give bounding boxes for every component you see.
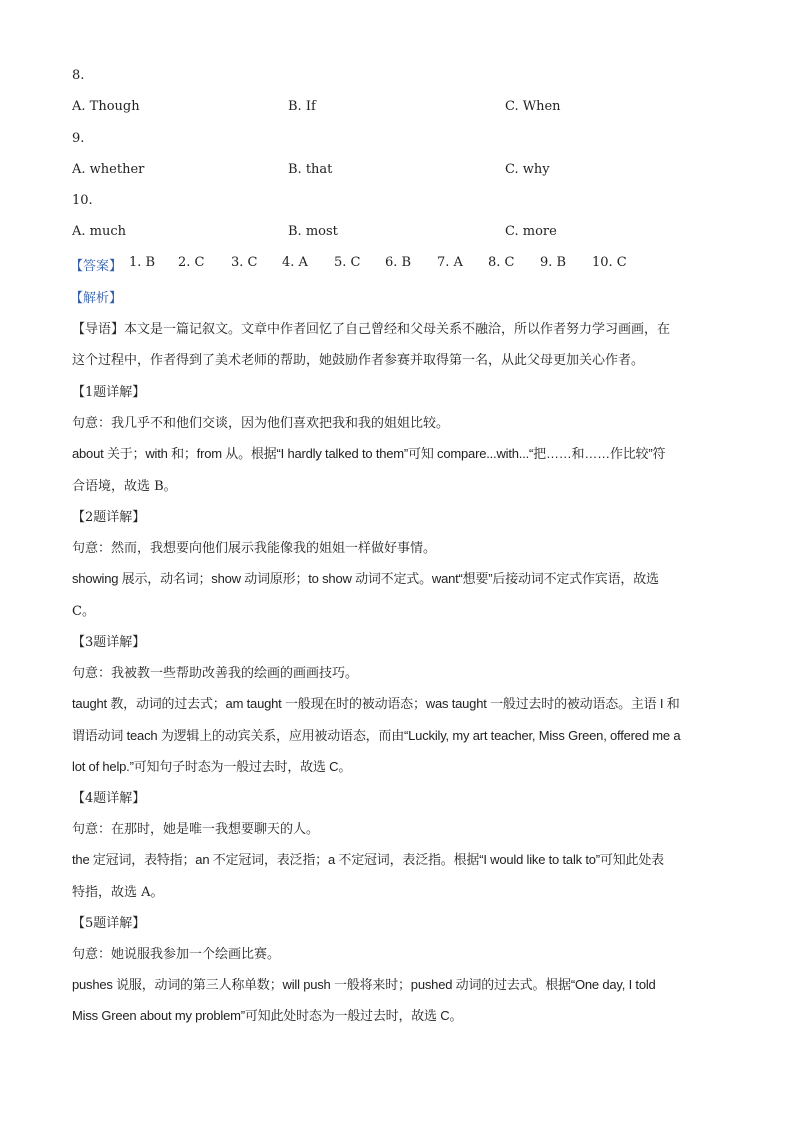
explanation-line: 谓语动词 teach 为逻辑上的动宾关系，应用被动语态，而由“Luckily, my art teacher, Miss Green, offered me a [72,728,681,743]
answer-item: 8. C [488,255,515,270]
detail-heading: 【5题详解】 [72,916,146,931]
lead-paragraph-line: 【导语】本文是一篇记叙文。文章中作者回忆了自己曾经和父母关系不融洽，所以作者努力学习画画，在 [72,322,671,337]
sentence-meaning: 句意：然而，我想要向他们展示我能像我的姐姐一样做好事情。 [72,541,437,556]
answer-row [72,255,722,273]
explanation-line: about 关于；with 和；from 从。根据“I hardly talked to them”可知 compare...with...“把……和……作比较”符 [72,446,666,461]
sentence-meaning: 句意：她说服我参加一个绘画比赛。 [72,947,281,962]
option-c: C. why [505,162,550,177]
option-c: C. more [505,224,557,239]
explanation-line: lot of help.”可知句子时态为一般过去时，故选 C。 [72,759,352,774]
detail-heading: 【1题详解】 [72,385,146,400]
option-a: A. much [72,224,127,239]
option-row [72,224,722,242]
explanation-line: 特指，故选 A。 [72,885,164,900]
answer-label: 【答案】 [70,259,123,274]
sentence-meaning: 句意：我几乎不和他们交谈，因为他们喜欢把我和我的姐姐比较。 [72,416,450,431]
option-row [72,99,722,117]
lead-paragraph-line: 这个过程中，作者得到了美术老师的帮助，她鼓励作者参赛并取得第一名，从此父母更加关心作者。 [72,353,645,368]
option-b: B. If [288,99,316,114]
question-number: 10. [72,193,93,208]
answer-item: 2. C [178,255,205,270]
option-a: A. Though [72,99,140,114]
sentence-meaning: 句意：在那时，她是唯一我想要聊天的人。 [72,822,320,837]
question-number: 8. [72,68,85,83]
question-number: 9. [72,131,85,146]
answer-item: 4. A [282,255,308,270]
option-b: B. that [288,162,333,177]
option-row [72,162,722,180]
explanation-line: Miss Green about my problem”可知此处时态为一般过去时，故选 C。 [72,1008,463,1023]
answer-item: 5. C [334,255,361,270]
answer-item: 9. B [540,255,567,270]
option-a: A. whether [72,162,145,177]
answer-item: 10. C [592,255,627,270]
option-c: C. When [505,99,561,114]
explanation-line: taught 教，动词的过去式；am taught 一般现在时的被动语态；was taught 一般过去时的被动语态。主语 I 和 [72,696,680,711]
answer-item: 3. C [231,255,258,270]
detail-heading: 【3题详解】 [72,635,146,650]
answer-item: 6. B [385,255,412,270]
option-b: B. most [288,224,338,239]
answer-item: 7. A [437,255,463,270]
explanation-line: pushes 说服，动词的第三人称单数；will push 一般将来时；pushed 动词的过去式。根据“One day, I told [72,977,656,992]
detail-heading: 【2题详解】 [72,510,146,525]
detail-heading: 【4题详解】 [72,791,146,806]
answer-item: 1. B [129,255,156,270]
explanation-line: C。 [72,604,95,619]
sentence-meaning: 句意：我被教一些帮助改善我的绘画的画画技巧。 [72,666,359,681]
analysis-label: 【解析】 [70,291,123,306]
explanation-line: showing 展示，动名词；show 动词原形；to show 动词不定式。want“想要”后接动词不定式作宾语，故选 [72,571,659,586]
explanation-line: the 定冠词，表特指；an 不定冠词，表泛指；a 不定冠词，表泛指。根据“I would like to talk to”可知此处表 [72,852,664,867]
explanation-line: 合语境，故选 B。 [72,479,177,494]
